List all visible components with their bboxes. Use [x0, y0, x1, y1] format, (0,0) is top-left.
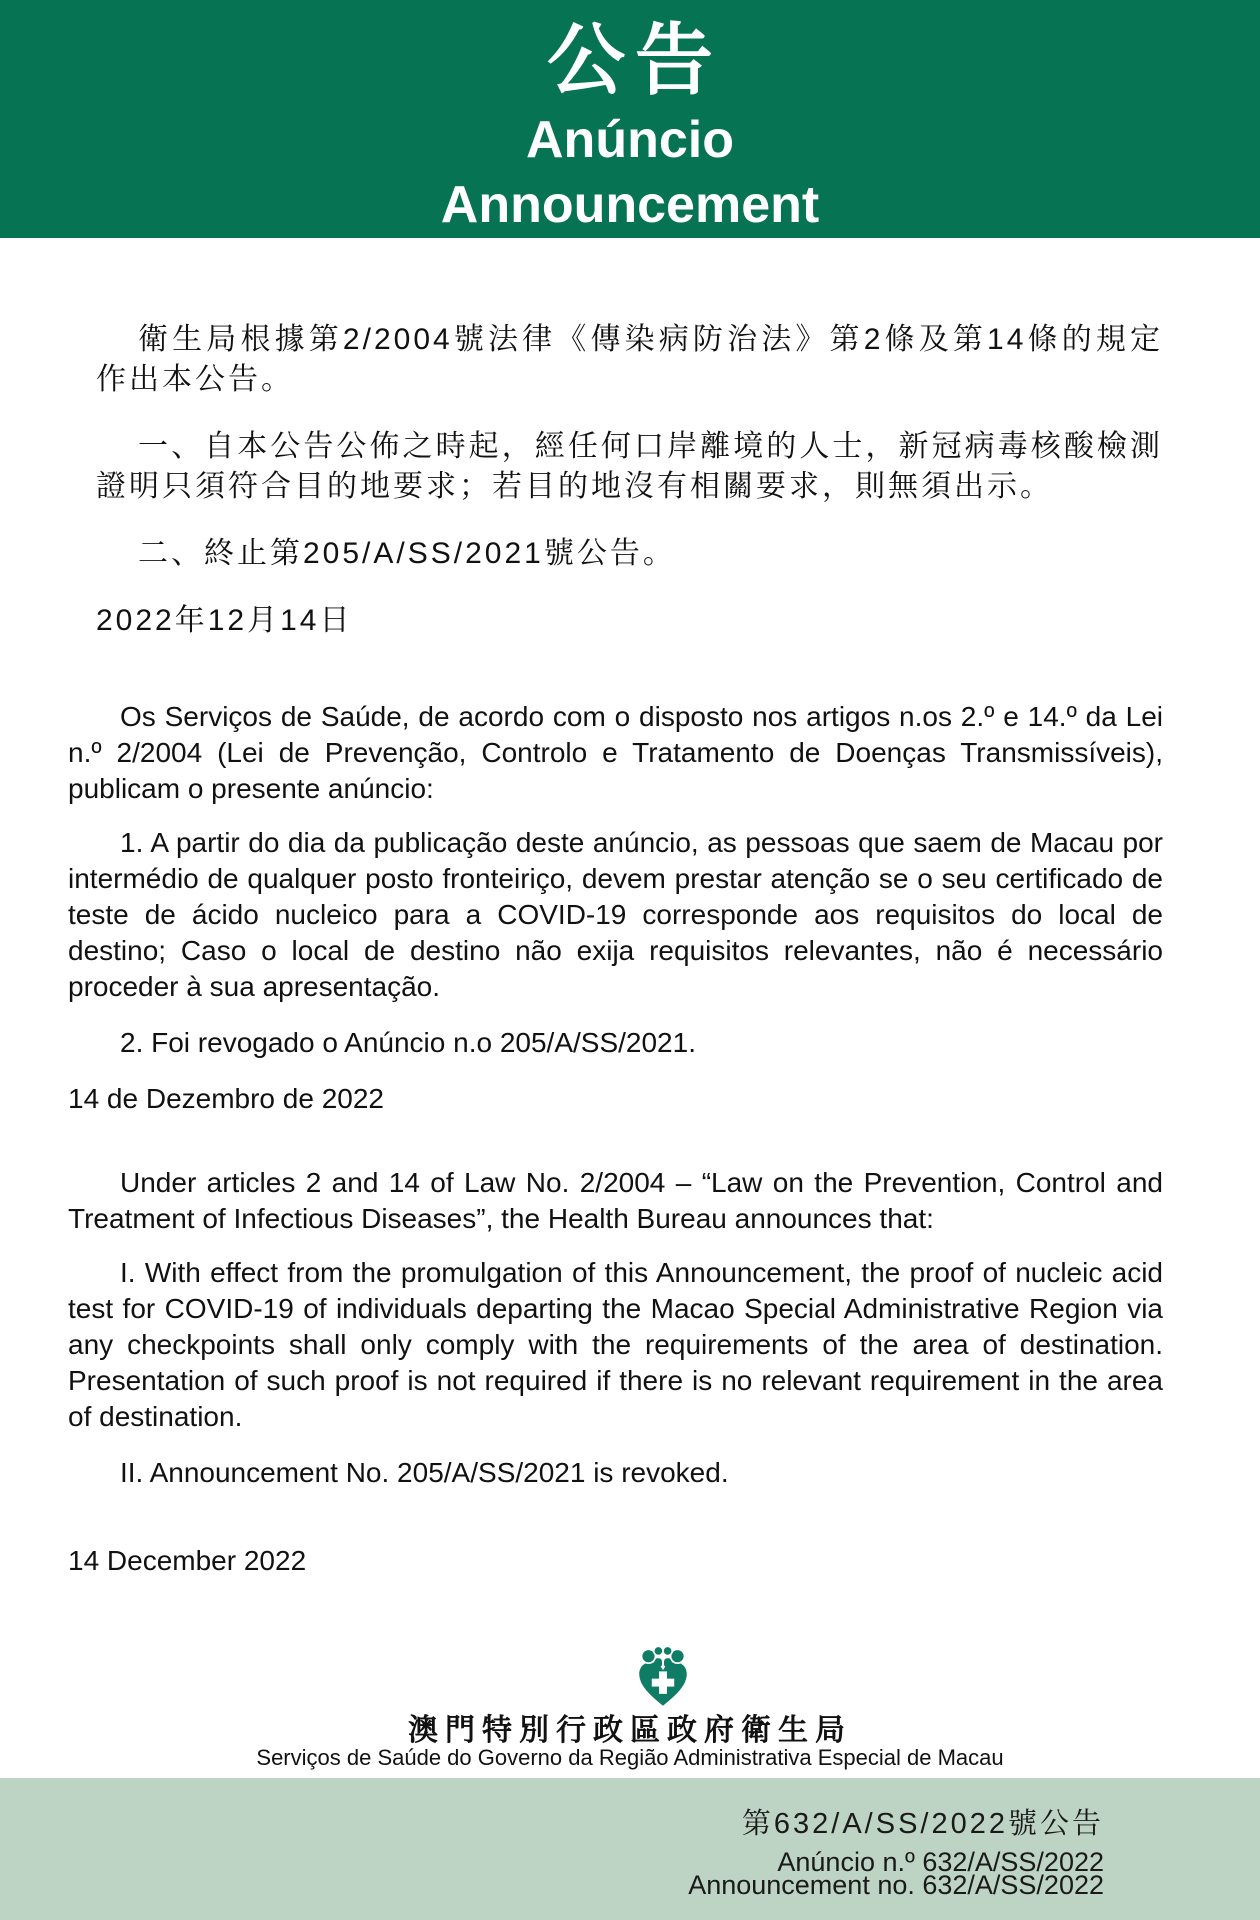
section-chinese — [0, 320, 1260, 641]
section-english — [0, 1165, 1260, 1579]
org-name-pt: Serviços de Saúde do Governo da Região Administrativa Especial de Macau — [256, 1745, 1004, 1770]
pt-item-1: 1. A partir do dia da publicação deste anúncio, as pessoas que saem de Macau por intermédio de qualquer posto fronteiriço, devem prestar atenção se o seu certificado de teste de ácido nucleico para a COVID-19 corresponde aos requisitos do local de destino; Caso o local de destino não exija requisitos relevantes, não é necessário proceder à sua apresentação. — [68, 827, 1163, 1002]
section-portuguese — [0, 699, 1260, 1117]
reference-number-zh: 第632/A/SS/2022號公告 — [741, 1808, 1104, 1840]
page-title-en: Announcement — [440, 176, 820, 234]
health-bureau-logo — [0, 1645, 1260, 1713]
document-body — [0, 320, 1260, 1768]
org-name-zh: 澳門特別行政區政府衛生局 — [408, 1714, 852, 1747]
header-banner — [0, 0, 1260, 238]
zh-intro-paragraph: 衛生局根據第2/2004號法律《傳染病防治法》第2條及第14條的規定作出本公告。 — [96, 323, 1163, 396]
pt-item-2: 2. Foi revogado o Anúncio n.o 205/A/SS/2021. — [120, 1027, 696, 1058]
org-block — [0, 1645, 1260, 1768]
zh-item-1: 一、自本公告公佈之時起，經任何口岸離境的人士，新冠病毒核酸檢測證明只須符合目的地要求；若目的地沒有相關要求，則無須出示。 — [96, 430, 1163, 503]
en-intro-paragraph: Under articles 2 and 14 of Law No. 2/2004 – “Law on the Prevention, Control and Treatment of Infectious Diseases”, the Health Bureau announces that: — [68, 1167, 1163, 1234]
en-item-1: I. With effect from the promulgation of this Announcement, the proof of nucleic acid test for COVID-19 of individuals departing the Macao Special Administrative Region via any checkpoints shall only comply with the requirements of the area of destination. Presentation of such proof is not required if there is no relevant requirement in the area of destination. — [68, 1257, 1163, 1432]
en-item-2: II. Announcement No. 205/A/SS/2021 is revoked. — [120, 1457, 729, 1488]
zh-date: 2022年12月14日 — [96, 604, 353, 637]
pt-date: 14 de Dezembro de 2022 — [68, 1083, 384, 1114]
reference-number-en: Announcement no. 632/A/SS/2022 — [688, 1870, 1104, 1900]
reference-bar — [0, 1778, 1260, 1920]
page-title-zh: 公告 — [546, 16, 723, 104]
heart-cross-logo-icon — [630, 1645, 696, 1711]
page-title-pt: Anúncio — [526, 111, 734, 169]
reference-number-pt: Anúncio n.º 632/A/SS/2022 — [777, 1847, 1104, 1877]
zh-item-2: 二、終止第205/A/SS/2021號公告。 — [138, 537, 676, 570]
en-date: 14 December 2022 — [68, 1545, 307, 1576]
pt-intro-paragraph: Os Serviços de Saúde, de acordo com o disposto nos artigos n.os 2.º e 14.º da Lei n.º 2/2004 (Lei de Prevenção, Controlo e Tratamento de Doenças Transmissíveis), publicam o presente anúncio: — [68, 701, 1163, 804]
